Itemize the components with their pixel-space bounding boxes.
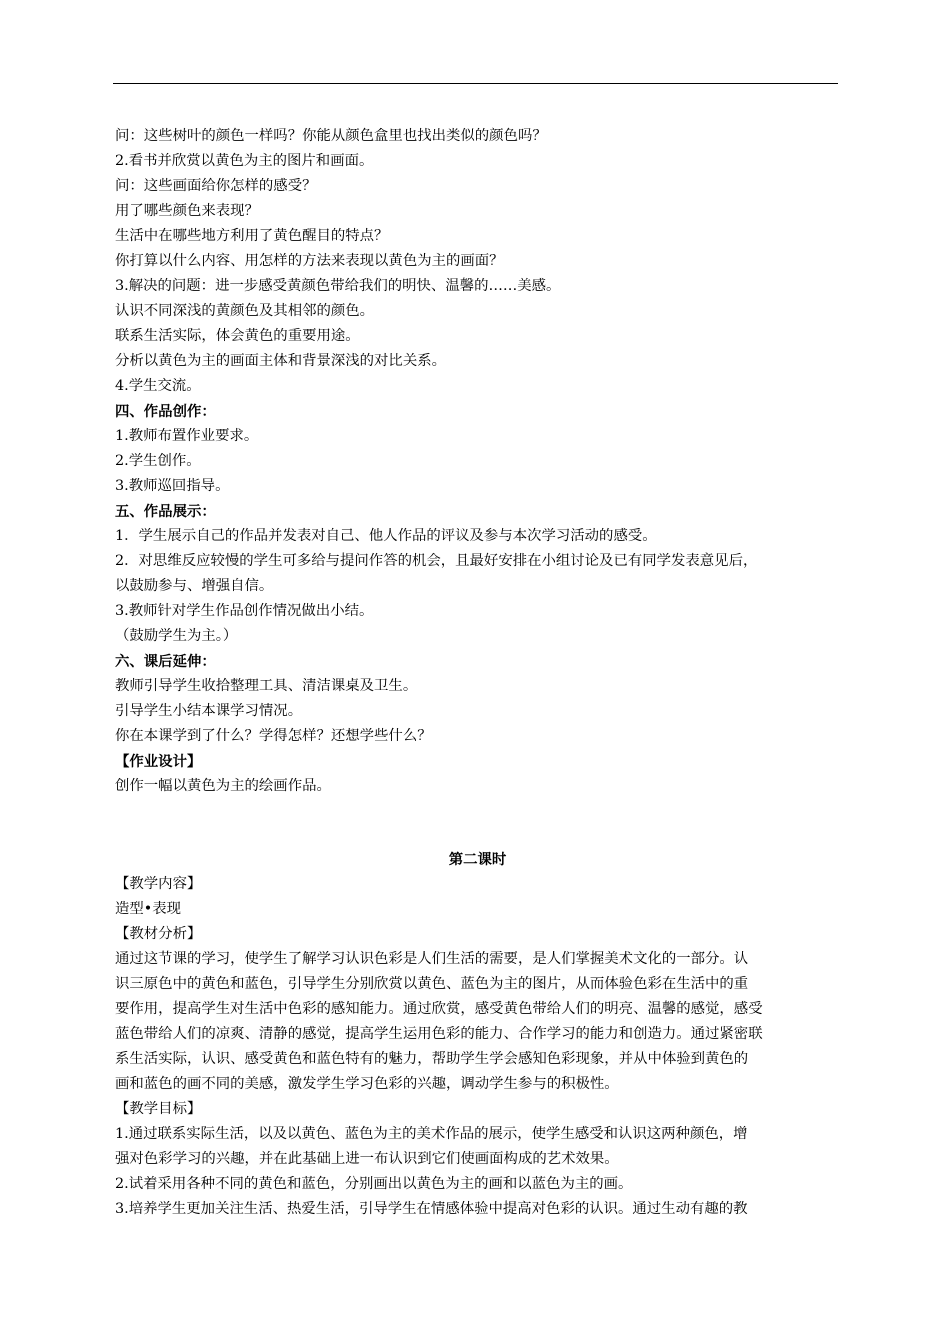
lesson2-section	[115, 872, 840, 1222]
text-line: 分析以黄色为主的画面主体和背景深浅的对比关系。	[115, 353, 446, 369]
text-line: 创作一幅以黄色为主的绘画作品。	[115, 778, 331, 794]
header-rule	[113, 83, 838, 84]
text-line: 2.看书并欣赏以黄色为主的图片和画面。	[115, 153, 374, 169]
section-heading: 四、作品创作：	[115, 403, 216, 420]
text-line: 问：这些树叶的颜色一样吗？你能从颜色盒里也找出类似的颜色吗？	[115, 128, 547, 144]
text-line: 联系生活实际，体会黄色的重要用途。	[115, 328, 360, 344]
text-line: 用了哪些颜色来表现？	[115, 203, 259, 219]
text-line: 1.教师布置作业要求。	[115, 428, 259, 444]
section-gap	[115, 799, 840, 847]
text-line: 强对色彩学习的兴趣，并在此基础上进一布认识到它们使画面构成的艺术效果。	[115, 1151, 619, 1167]
section-heading: 五、作品展示：	[115, 503, 216, 520]
section-heading: 六、课后延伸：	[115, 653, 216, 670]
text-line: 造型•表现	[115, 901, 182, 917]
text-line: 教师引导学生收拾整理工具、清洁课桌及卫生。	[115, 678, 418, 694]
text-line: 通过这节课的学习，使学生了解学习认识色彩是人们生活的需要，是人们掌握美术文化的一部分。认	[115, 951, 749, 967]
text-line: 生活中在哪些地方利用了黄色醒目的特点？	[115, 228, 389, 244]
text-line: 【教学目标】	[115, 1101, 202, 1117]
text-line: 2.学生创作。	[115, 453, 201, 469]
document-body	[115, 124, 840, 1222]
lesson1-section	[115, 124, 840, 799]
text-line: 3.培养学生更加关注生活、热爱生活，引导学生在情感体验中提高对色彩的认识。通过生动有趣的教	[115, 1201, 748, 1217]
text-line: 1.通过联系实际生活，以及以黄色、蓝色为主的美术作品的展示，使学生感受和认识这两种颜色，增	[115, 1126, 748, 1142]
text-line: 1．学生展示自己的作品并发表对自己、他人作品的评议及参与本次学习活动的感受。	[115, 528, 657, 544]
text-line: 你打算以什么内容、用怎样的方法来表现以黄色为主的画面？	[115, 253, 504, 269]
text-line: 问：这些画面给你怎样的感受？	[115, 178, 317, 194]
text-line: 3.教师针对学生作品创作情况做出小结。	[115, 603, 374, 619]
text-line: 3.教师巡回指导。	[115, 478, 230, 494]
text-line: 系生活实际，认识、感受黄色和蓝色特有的魅力，帮助学生学会感知色彩现象，并从中体验到黄色的	[115, 1051, 749, 1067]
text-line: （鼓励学生为主。）	[115, 628, 238, 644]
text-line: 蓝色带给人们的凉爽、清静的感觉，提高学生运用色彩的能力、合作学习的能力和创造力。通过紧密联	[115, 1026, 763, 1042]
lesson2-title: 第二课时	[448, 851, 507, 868]
text-line: 3.解决的问题：进一步感受黄颜色带给我们的明快、温馨的……美感。	[115, 278, 561, 294]
text-line: 【教学内容】	[115, 876, 202, 892]
text-line: 以鼓励参与、增强自信。	[115, 578, 274, 594]
text-line: 画和蓝色的画不同的美感，激发学生学习色彩的兴趣，调动学生参与的积极性。	[115, 1076, 619, 1092]
text-line: 要作用，提高学生对生活中色彩的感知能力。通过欣赏，感受黄色带给人们的明亮、温馨的感觉，感受	[115, 1001, 763, 1017]
text-line: 【教材分析】	[115, 926, 202, 942]
text-line: 认识不同深浅的黄颜色及其相邻的颜色。	[115, 303, 375, 319]
text-line: 你在本课学到了什么？学得怎样？还想学些什么？	[115, 728, 432, 744]
text-line: 引导学生小结本课学习情况。	[115, 703, 303, 719]
section-heading: 【作业设计】	[115, 753, 202, 770]
text-line: 2．对思维反应较慢的学生可多给与提问作答的机会，且最好安排在小组讨论及已有同学发表意见后，	[115, 553, 758, 569]
text-line: 2.试着采用各种不同的黄色和蓝色，分别画出以黄色为主的画和以蓝色为主的画。	[115, 1176, 633, 1192]
text-line: 4.学生交流。	[115, 378, 201, 394]
text-line: 识三原色中的黄色和蓝色，引导学生分别欣赏以黄色、蓝色为主的图片，从而体验色彩在生活中的重	[115, 976, 749, 992]
